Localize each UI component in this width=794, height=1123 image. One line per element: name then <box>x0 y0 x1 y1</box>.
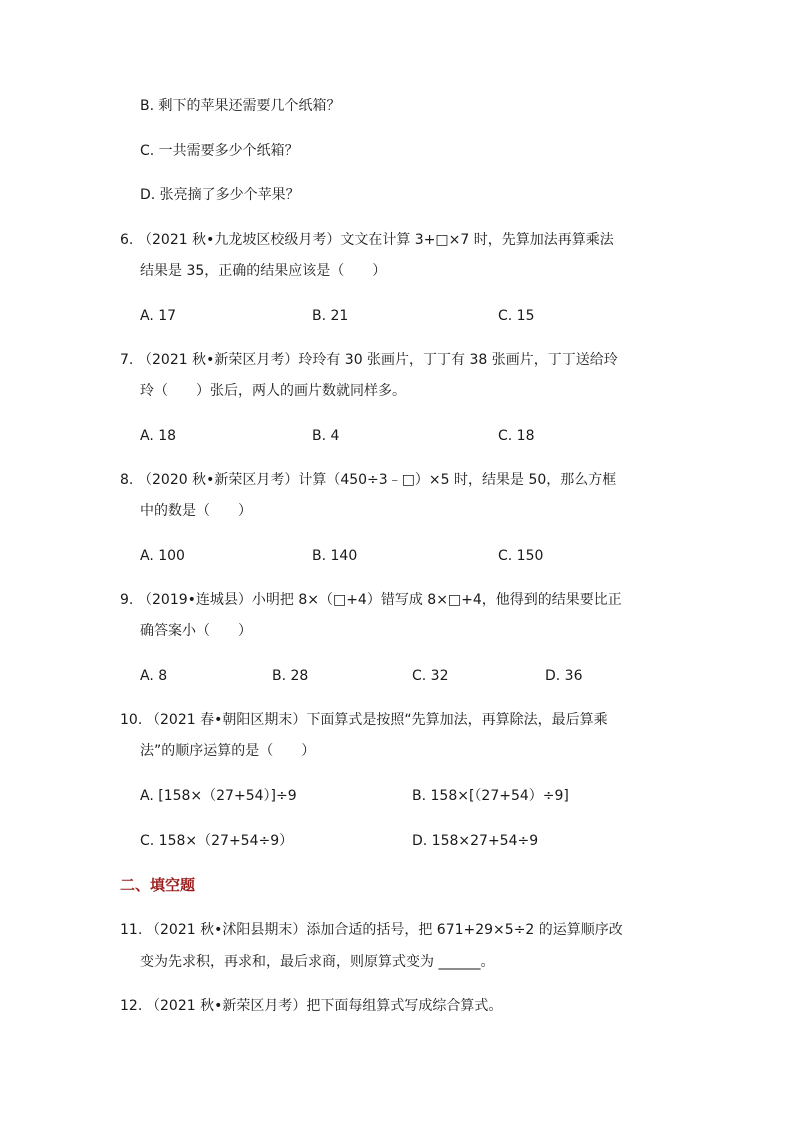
question-7-text-line1: （2021 秋•新荣区月考）玲玲有 30 张画片，丁丁有 38 张画片，丁丁送给玲 <box>138 352 618 368</box>
question-9-option-a: A. 8 <box>140 668 168 684</box>
question-7-option-c: C. 18 <box>498 428 535 444</box>
prev-option-c: C. 一共需要多少个纸箱？ <box>140 143 299 159</box>
question-7-text-line2: 玲（ ）张后，两人的画片数就同样多。 <box>140 383 406 399</box>
question-11-number: 11. <box>120 922 143 938</box>
question-8-option-a: A. 100 <box>140 548 185 564</box>
question-7-option-a: A. 18 <box>140 428 177 444</box>
question-11-text-line2: 变为先求积，再求和，最后求商，则原算式变为 ______。 <box>140 954 495 970</box>
question-10-option-c: C. 158×（27+54÷9） <box>140 833 294 849</box>
prev-option-b: B. 剩下的苹果还需要几个纸箱？ <box>140 98 341 114</box>
prev-option-d: D. 张亮摘了多少个苹果？ <box>140 187 300 203</box>
question-9-text-line1: （2019•连城县）小明把 8×（□+4）错写成 8×□+4，他得到的结果要比正 <box>138 592 622 608</box>
question-10-text-line2: 法”的顺序运算的是（ ） <box>140 743 316 759</box>
question-9-number: 9. <box>120 592 134 608</box>
question-6-option-c: C. 15 <box>498 308 535 324</box>
question-9-option-c: C. 32 <box>412 668 449 684</box>
question-10-number: 10. <box>120 712 143 728</box>
question-6-number: 6. <box>120 232 134 248</box>
question-8-option-b: B. 140 <box>312 548 358 564</box>
question-6-option-b: B. 21 <box>312 308 349 324</box>
question-9-text-line2: 确答案小（ ） <box>140 623 252 639</box>
question-8-number: 8. <box>120 472 134 488</box>
question-10-text-line1: （2021 春•朝阳区期末）下面算式是按照“先算加法，再算除法，最后算乘 <box>146 712 608 728</box>
section-title-fill-in: 二、填空题 <box>120 876 196 894</box>
question-7-number: 7. <box>120 352 134 368</box>
question-10-option-a: A. [158×（27+54）]÷9 <box>140 788 297 804</box>
question-8-option-c: C. 150 <box>498 548 544 564</box>
question-10-option-d: D. 158×27+54÷9 <box>412 833 539 849</box>
question-6-text-line1: （2021 秋•九龙坡区校级月考）文文在计算 3+□×7 时，先算加法再算乘法 <box>138 232 614 248</box>
question-6-text-line2: 结果是 35，正确的结果应该是（ ） <box>140 263 387 279</box>
question-6-option-a: A. 17 <box>140 308 177 324</box>
question-8-text-line1: （2020 秋•新荣区月考）计算（450÷3﹣□）×5 时，结果是 50，那么方框 <box>138 472 617 488</box>
question-7-option-b: B. 4 <box>312 428 340 444</box>
question-11-text-line1: （2021 秋•沭阳县期末）添加合适的括号，把 671+29×5÷2 的运算顺序改 <box>146 922 623 938</box>
question-12-text-line1: （2021 秋•新荣区月考）把下面每组算式写成综合算式。 <box>146 998 503 1014</box>
question-12-number: 12. <box>120 998 143 1014</box>
question-10-option-b: B. 158×[（27+54）÷9] <box>412 788 569 804</box>
question-9-option-d: D. 36 <box>545 668 583 684</box>
question-8-text-line2: 中的数是（ ） <box>140 503 252 519</box>
question-9-option-b: B. 28 <box>272 668 309 684</box>
